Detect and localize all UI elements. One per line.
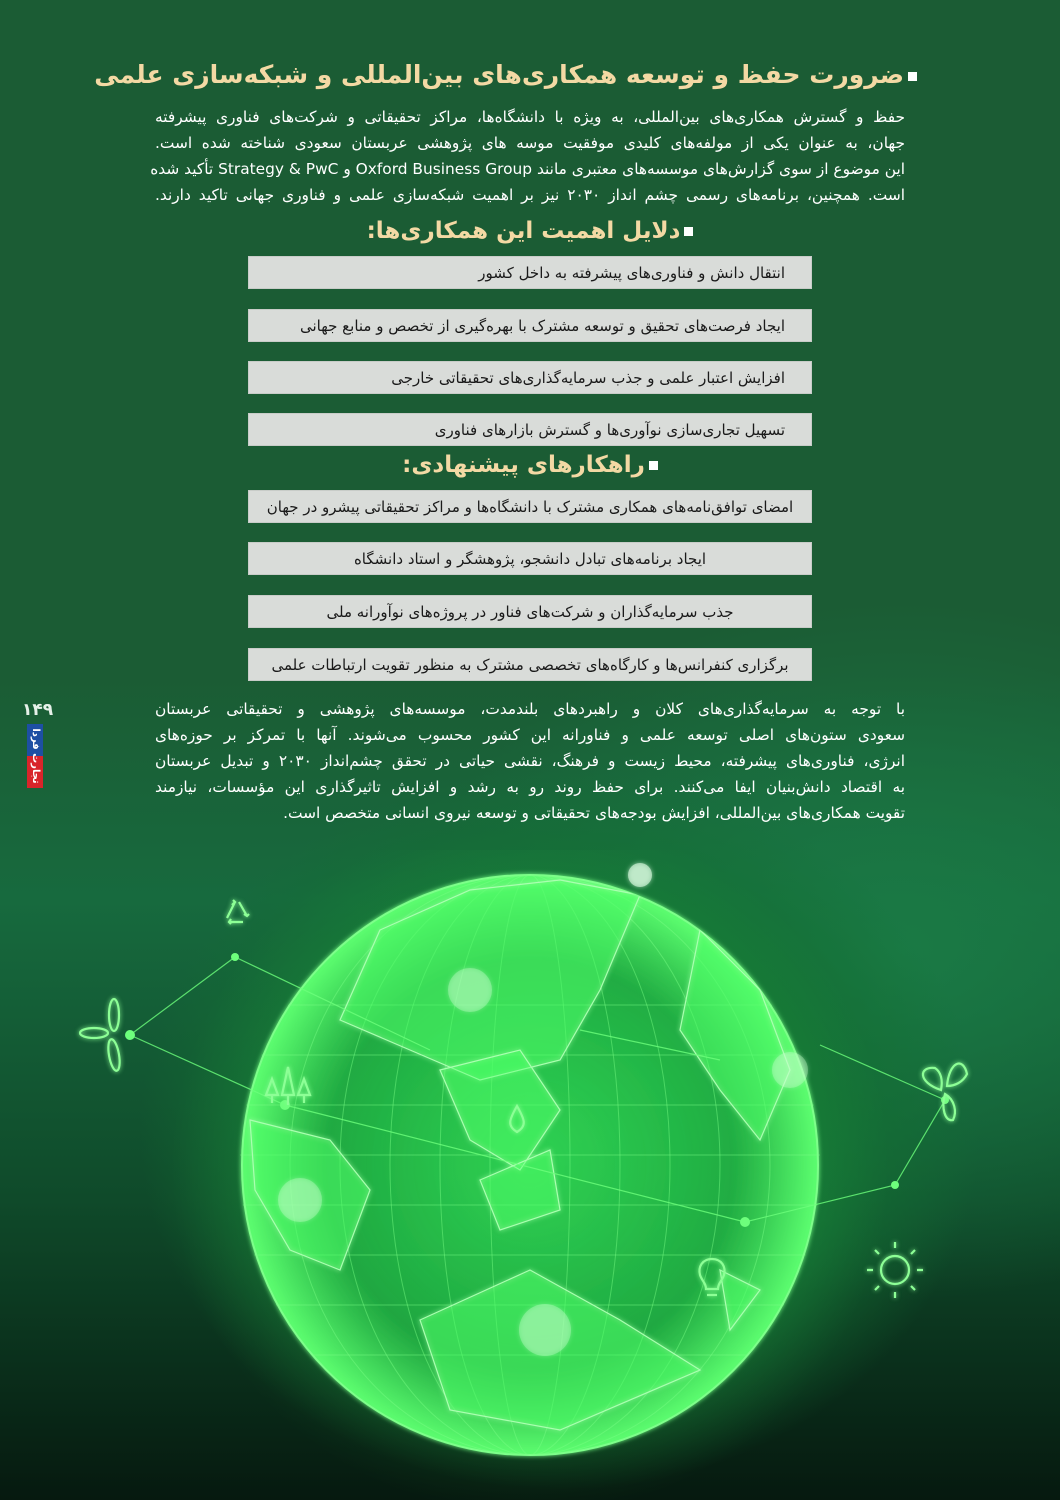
solution-item: برگزاری کنفرانس‌ها و کارگاه‌های تخصصی مشترک به منظور تقویت ارتباطات علمی [248,648,812,681]
reason-item: تسهیل تجاری‌سازی نوآوری‌ها و گسترش بازارهای فناوری [248,413,812,446]
conclusion-line: تقویت همکاری‌های بین‌المللی، افزایش بودجه‌های تحقیقاتی و توسعه نیروی انسانی متخصص است. [283,804,905,822]
sun-icon [867,1242,923,1298]
solution-item: ایجاد برنامه‌های تبادل دانشجو، پژوهشگر و استاد دانشگاه [248,542,812,575]
leaf-icon [923,1064,967,1121]
intro-line: جهان، به عنوان یکی از مولفه‌های کلیدی موفقیت موسه های پژوهشی عربستان سعودی شناخته شده است. [155,134,905,152]
page-number: ۱۴۹ [22,700,54,720]
solutions-heading: راهکارهای پیشنهادی: [0,452,1060,478]
reason-item: ایجاد فرصت‌های تحقیق و توسعه مشترک با بهره‌گیری از تخصص و منابع جهانی [248,309,812,342]
publication-logo [27,724,43,788]
main-heading: ضرورت حفظ و توسعه همکاری‌های بین‌المللی و شبکه‌سازی علمی [94,60,917,89]
conclusion-line: انرژی، فناوری‌های پیشرفته، محیط زیست و فرهنگ، نقشی حیاتی در تحقق چشم‌انداز ۲۰۳۰ و تبدیل عربستان [155,752,905,770]
conclusion-line: سعودی ستون‌های اصلی توسعه علمی و فناورانه این کشور محسوب می‌شوند. آنها با تمرکز بر حوزه‌های [155,726,905,744]
recycle-icon [227,900,249,924]
intro-paragraph [150,104,905,208]
globe-illustration [0,850,1060,1500]
conclusion-paragraph [155,696,905,826]
solution-item: امضای توافق‌نامه‌های همکاری مشترک با دانشگاه‌ها و مراکز تحقیقاتی پیشرو در جهان [248,490,812,523]
bullet-icon [649,461,658,470]
bullet-icon [684,227,693,236]
intro-line: است. همچنین، برنامه‌های رسمی چشم انداز ۲۰۳۰ نیز بر اهمیت شبکه‌سازی علمی و فناوری جهانی تاکید دارند. [155,186,905,204]
reason-item: انتقال دانش و فناوری‌های پیشرفته به داخل کشور [248,256,812,289]
bullet-icon [908,72,917,81]
reason-item: افزایش اعتبار علمی و جذب سرمایه‌گذاری‌های تحقیقاتی خارجی [248,361,812,394]
intro-line: این موضوع از سوی گزارش‌های موسسه‌های معتبری مانند Oxford Business Group و Strategy & PwC تأکید شده [150,160,905,178]
conclusion-line: به اقتصاد دانش‌بنیان ایفا می‌کنند. برای حفظ روند رو به رشد و افزایش تاثیرگذاری این مؤسسات، نیازمند [155,778,905,796]
intro-line: حفظ و گسترش همکاری‌های بین‌المللی، به ویژه با دانشگاه‌ها، مراکز تحقیقاتی و شرکت‌های فناوری پیشرفته [155,108,905,126]
solution-item: جذب سرمایه‌گذاران و شرکت‌های فناور در پروژه‌های نوآورانه ملی [248,595,812,628]
reasons-heading: دلایل اهمیت این همکاری‌ها: [0,218,1060,244]
conclusion-line: با توجه به سرمایه‌گذاری‌های کلان و راهبردهای بلندمدت، موسسه‌های پژوهشی و تحقیقاتی عربستان [155,700,905,718]
wind-turbine-icon [80,999,122,1072]
logo-text: تجارت فردا [30,728,41,784]
